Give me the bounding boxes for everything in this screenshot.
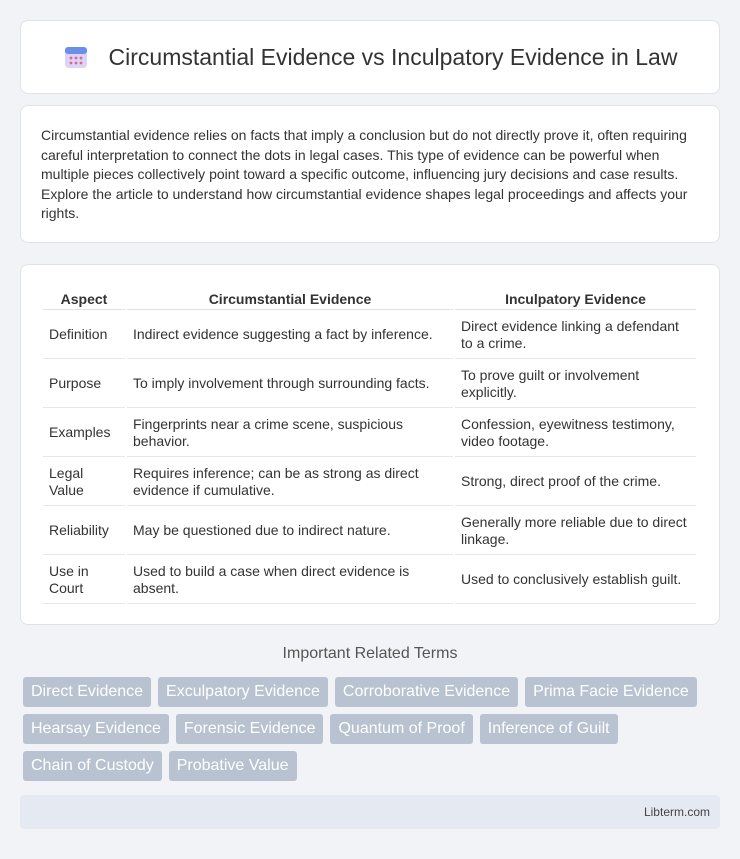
cell-inculpatory: Generally more reliable due to direct linkage. <box>455 508 696 555</box>
related-term-tag[interactable]: Chain of Custody <box>23 751 162 781</box>
cell-inculpatory: Direct evidence linking a defendant to a crime. <box>455 312 696 359</box>
cell-aspect: Use in Court <box>43 557 125 604</box>
related-terms-list <box>23 677 723 781</box>
related-term-tag[interactable]: Direct Evidence <box>23 677 151 707</box>
cell-aspect: Legal Value <box>43 459 125 506</box>
table-row <box>43 508 696 555</box>
related-term-tag[interactable]: Quantum of Proof <box>330 714 472 744</box>
comparison-table <box>41 285 698 606</box>
table-row <box>43 361 696 408</box>
cell-circumstantial: Fingerprints near a crime scene, suspicious behavior. <box>127 410 453 457</box>
header-card <box>20 20 720 94</box>
cell-aspect: Examples <box>43 410 125 457</box>
cell-aspect: Definition <box>43 312 125 359</box>
table-row <box>43 410 696 457</box>
related-term-tag[interactable]: Inference of Guilt <box>480 714 618 744</box>
cell-circumstantial: Indirect evidence suggesting a fact by inference. <box>127 312 453 359</box>
footer <box>20 795 720 829</box>
calendar-icon <box>63 44 89 70</box>
cell-inculpatory: To prove guilt or involvement explicitly. <box>455 361 696 408</box>
cell-circumstantial: To imply involvement through surrounding facts. <box>127 361 453 408</box>
related-term-tag[interactable]: Prima Facie Evidence <box>525 677 697 707</box>
cell-circumstantial: Requires inference; can be as strong as direct evidence if cumulative. <box>127 459 453 506</box>
table-row <box>43 459 696 506</box>
cell-circumstantial: May be questioned due to indirect nature. <box>127 508 453 555</box>
cell-aspect: Purpose <box>43 361 125 408</box>
intro-card <box>20 105 720 243</box>
cell-inculpatory: Confession, eyewitness testimony, video footage. <box>455 410 696 457</box>
header-inculpatory: Inculpatory Evidence <box>455 287 696 310</box>
footer-site-link[interactable]: Libterm.com <box>643 805 710 819</box>
intro-text: Circumstantial evidence relies on facts that imply a conclusion but do not directly prove it, often requiring careful interpretation to connect the dots in legal cases. This type of evidence can be powerful when multiple pieces collectively point toward a specific outcome, influencing jury decisions and case results. Explore the article to understand how circumstantial evidence shapes legal proceedings and affects your rights. <box>41 127 688 222</box>
header-circumstantial: Circumstantial Evidence <box>127 287 453 310</box>
header-aspect: Aspect <box>43 287 125 310</box>
table-header-row <box>43 287 696 310</box>
cell-circumstantial: Used to build a case when direct evidence is absent. <box>127 557 453 604</box>
page-title: Circumstantial Evidence vs Inculpatory Evidence in Law <box>108 43 678 70</box>
cell-inculpatory: Used to conclusively establish guilt. <box>455 557 696 604</box>
comparison-card <box>20 264 720 625</box>
related-term-tag[interactable]: Probative Value <box>169 751 297 781</box>
related-term-tag[interactable]: Exculpatory Evidence <box>158 677 328 707</box>
related-term-tag[interactable]: Forensic Evidence <box>176 714 324 744</box>
cell-inculpatory: Strong, direct proof of the crime. <box>455 459 696 506</box>
related-term-tag[interactable]: Corroborative Evidence <box>335 677 518 707</box>
related-terms-title: Important Related Terms <box>282 645 458 662</box>
table-row <box>43 312 696 359</box>
related-term-tag[interactable]: Hearsay Evidence <box>23 714 169 744</box>
table-row <box>43 557 696 604</box>
cell-aspect: Reliability <box>43 508 125 555</box>
